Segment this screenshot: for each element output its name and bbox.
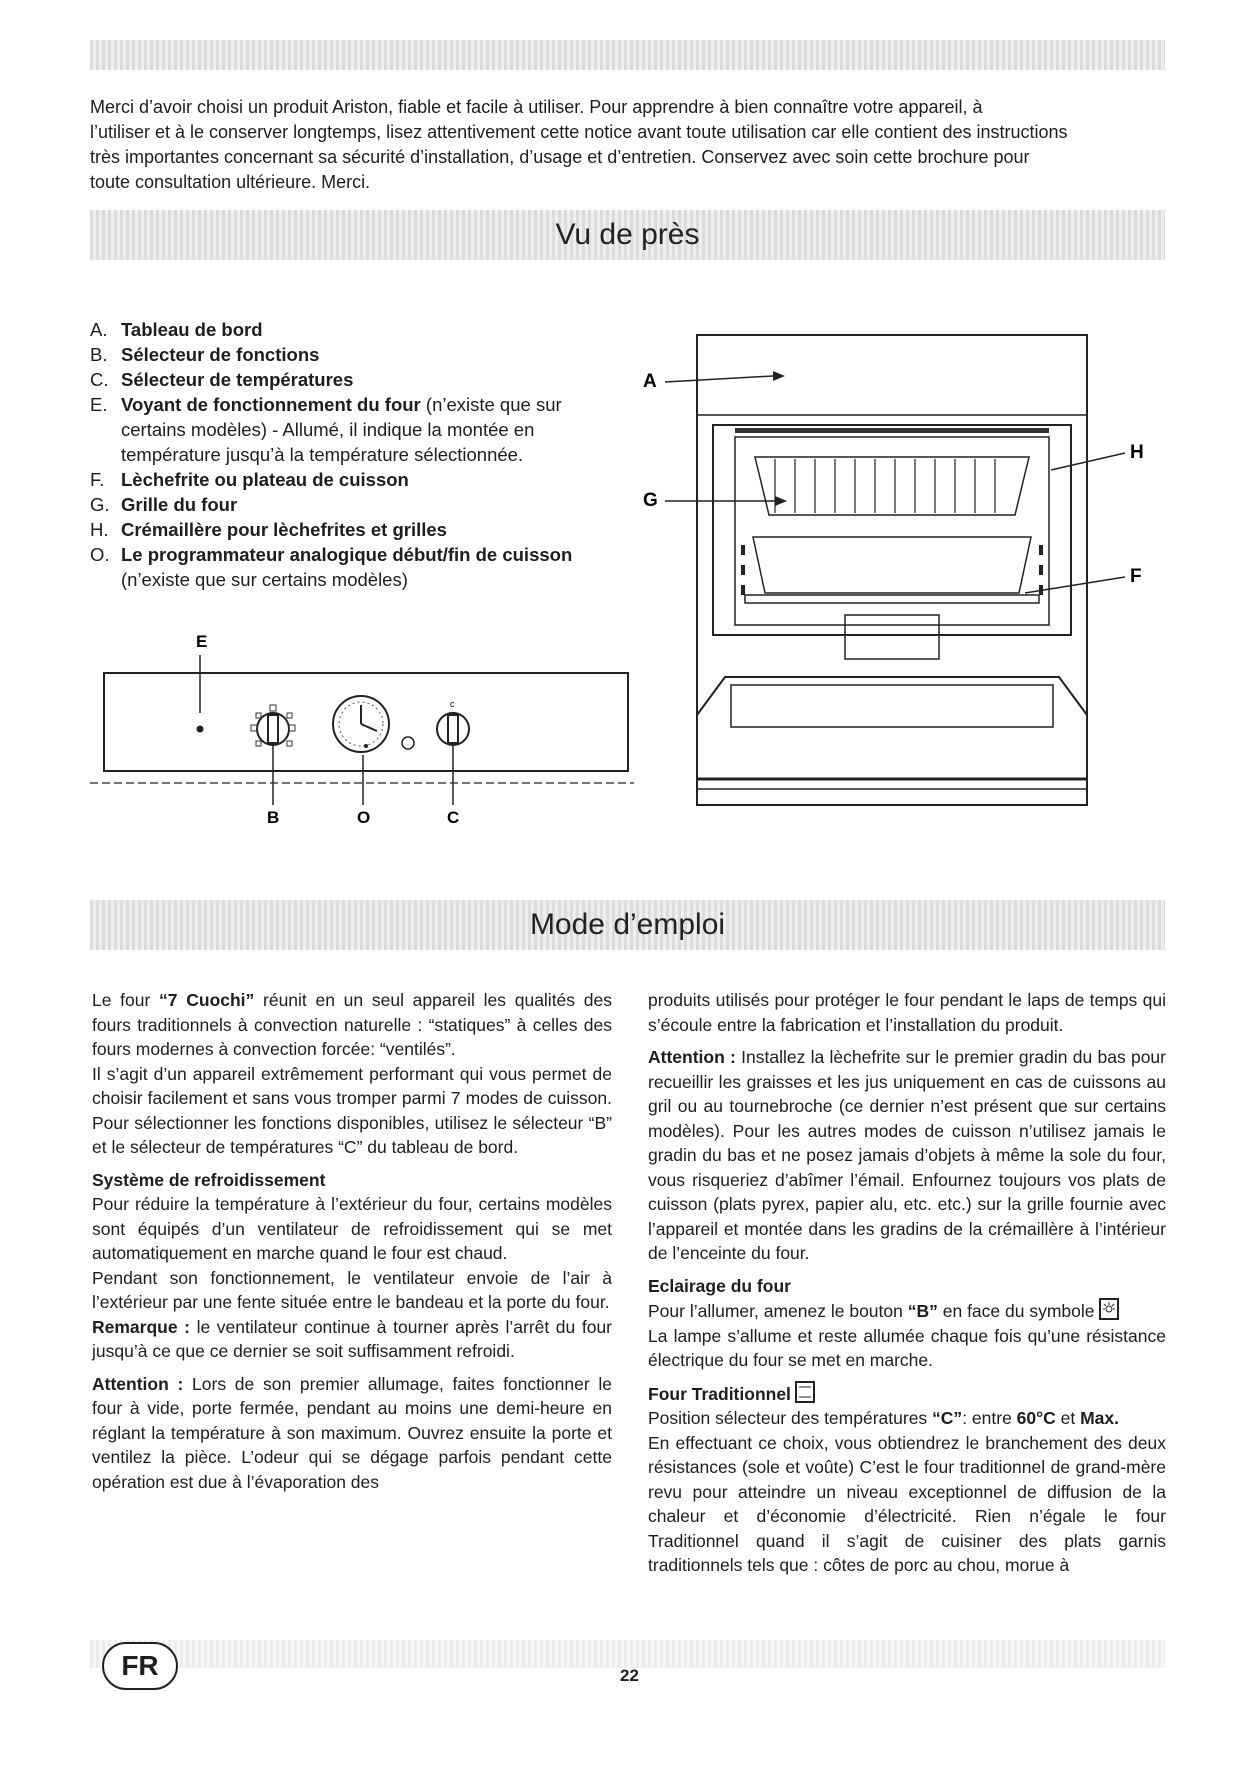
legend-item xyxy=(90,342,630,367)
footer-band xyxy=(90,1640,1165,1668)
function-knob xyxy=(251,705,295,746)
intro-line: l’utiliser et à le conserver longtemps, lisez attentivement cette notice avant toute utilisation car elle contient des instructions xyxy=(90,122,1068,142)
paragraph xyxy=(92,988,612,1062)
label-f: F xyxy=(1130,566,1142,587)
legend-item xyxy=(90,467,630,492)
legend-item xyxy=(90,517,630,542)
text: 60°C xyxy=(1016,1408,1056,1428)
label-h: H xyxy=(1130,442,1144,463)
parts-legend xyxy=(90,317,630,592)
text: et xyxy=(1055,1408,1081,1428)
paragraph: La lampe s’allume et reste allumée chaque fois qu’une résistance électrique du four se met en marche. xyxy=(648,1325,1166,1370)
temperature-knob xyxy=(437,699,469,745)
paragraph: produits utilisés pour protéger le four pendant le laps de temps qui s’écoule entre la fabrication et l’installation du produit. xyxy=(648,990,1166,1035)
indicator-light xyxy=(197,726,204,733)
svg-text:c: c xyxy=(450,699,455,709)
label-c: C xyxy=(447,808,460,825)
control-panel-diagram xyxy=(90,625,650,825)
paragraph xyxy=(648,1045,1166,1266)
legend-letter: B. xyxy=(90,344,108,365)
legend-label: Grille du four xyxy=(121,494,238,515)
legend-note: (n’existe que sur certains modèles) - Allumé, il indique la montée en température jusqu’à la température sélectionnée. xyxy=(121,394,562,465)
legend-letter: F. xyxy=(90,469,105,490)
text: Pour l’allumer, amenez le bouton xyxy=(648,1301,908,1321)
label-b: B xyxy=(267,808,280,825)
paragraph: Il s’agit d’un appareil extrêmement performant qui vous permet de choisir facilement et sans vous tromper parmi 7 modes de cuisson. Pour sélectionner les fonctions disponibles, utilisez le sélecteur “B” et le sélecteur de températures “C” du tableau de bord. xyxy=(92,1063,612,1157)
language-badge: FR xyxy=(102,1642,178,1690)
text: en face du symbole xyxy=(937,1301,1095,1321)
legend-letter: O. xyxy=(90,544,110,565)
legend-label: Tableau de bord xyxy=(121,319,263,340)
traditional-oven-icon xyxy=(795,1381,815,1403)
remark-label: Remarque : xyxy=(92,1316,190,1337)
section-band-usage xyxy=(90,900,1165,950)
legend-item xyxy=(90,317,630,342)
section-title-overview: Vu de près xyxy=(555,218,700,251)
intro-line: toute consultation ultérieure. Merci. xyxy=(90,172,371,192)
legend-item xyxy=(90,367,630,392)
legend-letter: H. xyxy=(90,519,109,540)
paragraph: En effectuant ce choix, vous obtiendrez le branchement des deux résistances (sole et voûte) C’est le four traditionnel de grand-mère revu pour atteindre un niveau exceptionnel de diffusion de la chaleur et d’économie d’électricité. Rien n’égale le four Traditionnel quand il s’agit de cuisiner des plats garnis traditionnels tels que : côtes de porc au chou, morue à xyxy=(648,1432,1166,1575)
oven-diagram xyxy=(635,325,1165,815)
legend-note: (n’existe que sur certains modèles) xyxy=(121,569,408,590)
section-band-overview xyxy=(90,210,1165,260)
text: : entre xyxy=(962,1408,1017,1428)
legend-label: Sélecteur de fonctions xyxy=(121,344,320,365)
paragraph: Pour réduire la température à l’extérieur du four, certains modèles sont équipés d’un ventilateur de refroidissement qui se met automatiquement en marche quand le four est chaud. xyxy=(92,1194,612,1263)
left-column xyxy=(92,988,612,1494)
legend-label: Lèchefrite ou plateau de cuisson xyxy=(121,469,409,490)
text: “B” xyxy=(907,1301,938,1321)
text: Lors de son premier allumage, faites fonctionner le four à vide, porte fermée, pendant au moins une demi-heure en réglant la température à son maximum. Ouvrez ensuite la porte et ventilez la pièce. L’odeur qui se dégage parfois pendant cette opération est due à l’évaporation des xyxy=(92,1373,612,1492)
intro-line: très importantes concernant sa sécurité d’installation, d’usage et d’entretien. Conservez avec soin cette brochure pour xyxy=(90,147,1030,167)
text: Four Traditionnel xyxy=(648,1383,791,1404)
page-number: 22 xyxy=(620,1666,639,1685)
paragraph xyxy=(92,1372,612,1495)
legend-letter: A. xyxy=(90,319,108,340)
right-column xyxy=(648,988,1166,1578)
intro-text xyxy=(90,95,1160,195)
label-a: A xyxy=(643,371,657,392)
heading-traditional xyxy=(648,1381,1166,1407)
heading-light: Eclairage du four xyxy=(648,1275,791,1296)
text: Max. xyxy=(1080,1408,1120,1428)
legend-label: Le programmateur analogique début/fin de cuisson xyxy=(121,544,573,565)
legend-letter: E. xyxy=(90,394,108,415)
label-g: G xyxy=(643,490,658,511)
paragraph xyxy=(92,1315,612,1364)
attention-label: Attention : xyxy=(648,1047,736,1067)
paragraph xyxy=(648,1298,1166,1324)
heading-cooling: Système de refroidissement xyxy=(92,1169,326,1190)
lamp-icon xyxy=(1099,1298,1119,1320)
text: Le four xyxy=(92,990,160,1010)
legend-item xyxy=(90,492,630,517)
legend-label: Sélecteur de températures xyxy=(121,369,354,390)
programmer-clock xyxy=(333,696,389,752)
brand-name: “7 Cuochi” xyxy=(159,990,255,1010)
legend-label: Voyant de fonctionnement du four xyxy=(121,394,421,415)
attention-label: Attention : xyxy=(92,1373,184,1394)
label-o: O xyxy=(357,808,371,825)
paragraph: Pendant son fonctionnement, le ventilateur envoie de l’air à l’extérieur par une fente située entre le bandeau et la porte du four. xyxy=(92,1267,612,1312)
legend-letter: C. xyxy=(90,369,109,390)
section-title-usage: Mode d’emploi xyxy=(529,908,726,941)
intro-line: Merci d’avoir choisi un produit Ariston, fiable et facile à utiliser. Pour apprendre à bien connaître votre appareil, à xyxy=(90,97,983,117)
header-band xyxy=(90,40,1165,70)
label-e: E xyxy=(196,632,208,651)
text: réunit en un seul appareil les qualités des fours traditionnels à convection naturelle : “statiques” à celles des fours modernes à convection forcée: “ventilés”. xyxy=(92,990,612,1059)
text: Position sélecteur des températures xyxy=(648,1408,933,1428)
text: Installez la lèchefrite sur le premier gradin du bas pour recueillir les graisses et les jus uniquement en cas de cuissons au gril ou au tournebroche (ce dernier n’est présent que sur certains modèles). Pour les autres modes de cuisson n’utilisez jamais le gradin du bas et ne posez jamais d’objets à même la sole du four, vous risqueriez d’abîmer l’émail. Enfournez toujours vos plats de cuisson (plats pyrex, papier alu, etc. etc.) sur la grille fournie avec l’appareil et montée dans les gradins de la crémaillère à l’intérieur de l’enceinte du four. xyxy=(648,1047,1166,1263)
text: “C” xyxy=(932,1408,963,1428)
text: le ventilateur continue à tourner après l’arrêt du four jusqu’à ce que ce dernier se soit suffisamment refroidi. xyxy=(92,1316,613,1361)
paragraph xyxy=(648,1406,1166,1431)
legend-item xyxy=(90,542,630,592)
legend-label: Crémaillère pour lèchefrites et grilles xyxy=(121,519,447,540)
legend-item xyxy=(90,392,630,467)
legend-letter: G. xyxy=(90,494,110,515)
